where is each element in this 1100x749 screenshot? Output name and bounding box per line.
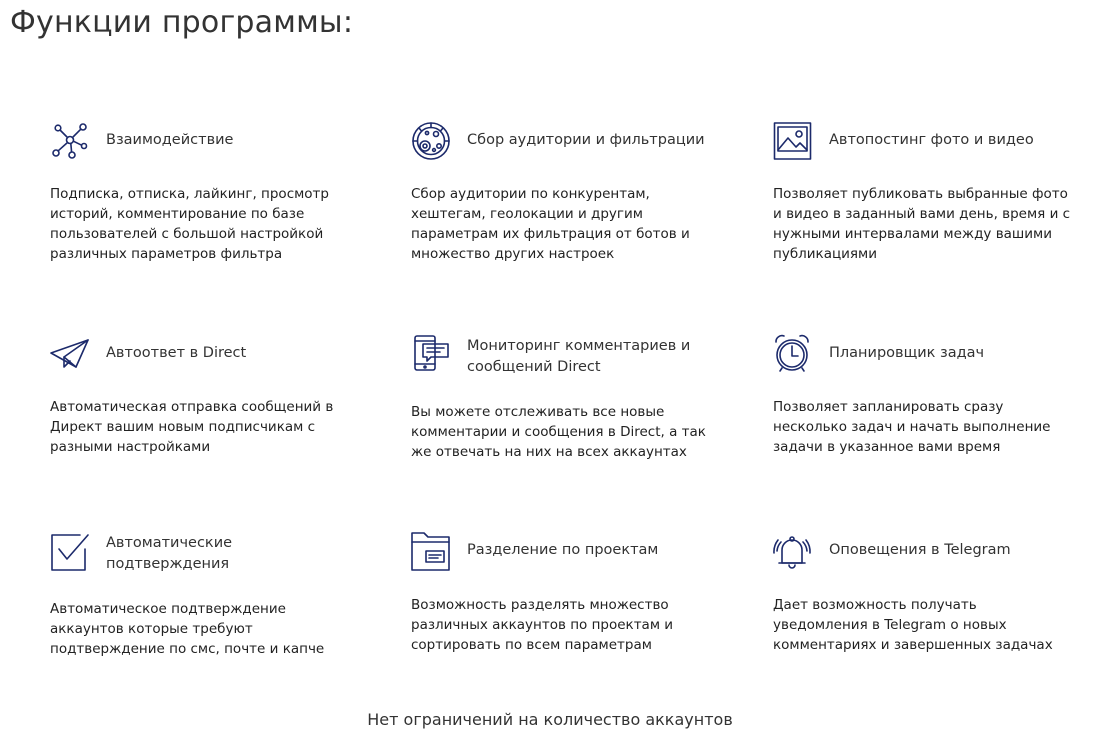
footer-note: Нет ограничений на количество аккаунтов	[367, 710, 733, 729]
feature-title: Автопостинг фото и видео	[829, 132, 1034, 148]
feature-title: Мониторинг комментариев и сообщений Direct	[467, 338, 691, 375]
page-title: Функции программы:	[10, 5, 354, 40]
feature-description: Возможность разделять множество различных аккаунтов по проектам и сортировать по всем параметрам	[411, 597, 674, 653]
feature-description: Сбор аудитории по конкурентам, хештегам, геолокации и другим параметрам их фильтрация от ботов и множество других настроек	[411, 186, 690, 262]
image-icon	[773, 120, 813, 160]
feature-description: Автоматическая отправка сообщений в Директ вашим новым подписчикам с разными настройками	[50, 399, 334, 455]
feature-description: Подписка, отписка, лайкинг, просмотр историй, комментирование по базе пользователей с большой настройкой различных параметров фильтра	[50, 186, 329, 262]
feature-description: Позволяет публиковать выбранные фото и видео в заданный вами день, время и с нужными интервалами между вашими публикациями	[773, 186, 1071, 262]
feature-description: Автоматическое подтверждение аккаунтов которые требуют подтверждение по смс, почте и капче	[50, 601, 325, 657]
feature-title: Автоматические подтверждения	[106, 535, 233, 572]
feature-description: Позволяет запланировать сразу несколько задач и начать выполнение задачи в указанное вами время	[773, 399, 1051, 455]
network-icon	[50, 120, 90, 160]
feature-title: Планировщик задач	[829, 345, 985, 361]
feature-description: Дает возможность получать уведомления в Telegram о новых комментариях и завершенных задачах	[773, 597, 1053, 653]
feature-title: Взаимодействие	[106, 132, 234, 148]
feature-description: Вы можете отслеживать все новые комментарии и сообщения в Direct, а так же отвечать на них на всех аккаунтах	[411, 404, 706, 460]
paper-plane-icon	[50, 333, 90, 373]
audience-filter-icon	[411, 120, 451, 160]
feature-title: Сбор аудитории и фильтрации	[467, 132, 705, 148]
feature-title: Автоответ в Direct	[106, 345, 247, 361]
folder-icon	[411, 531, 451, 571]
alarm-clock-icon	[773, 333, 813, 373]
phone-message-icon	[411, 333, 451, 373]
feature-title: Оповещения в Telegram	[829, 542, 1011, 558]
feature-title: Разделение по проектам	[467, 542, 659, 558]
checkbox-icon	[50, 531, 90, 571]
bell-icon	[773, 531, 813, 571]
